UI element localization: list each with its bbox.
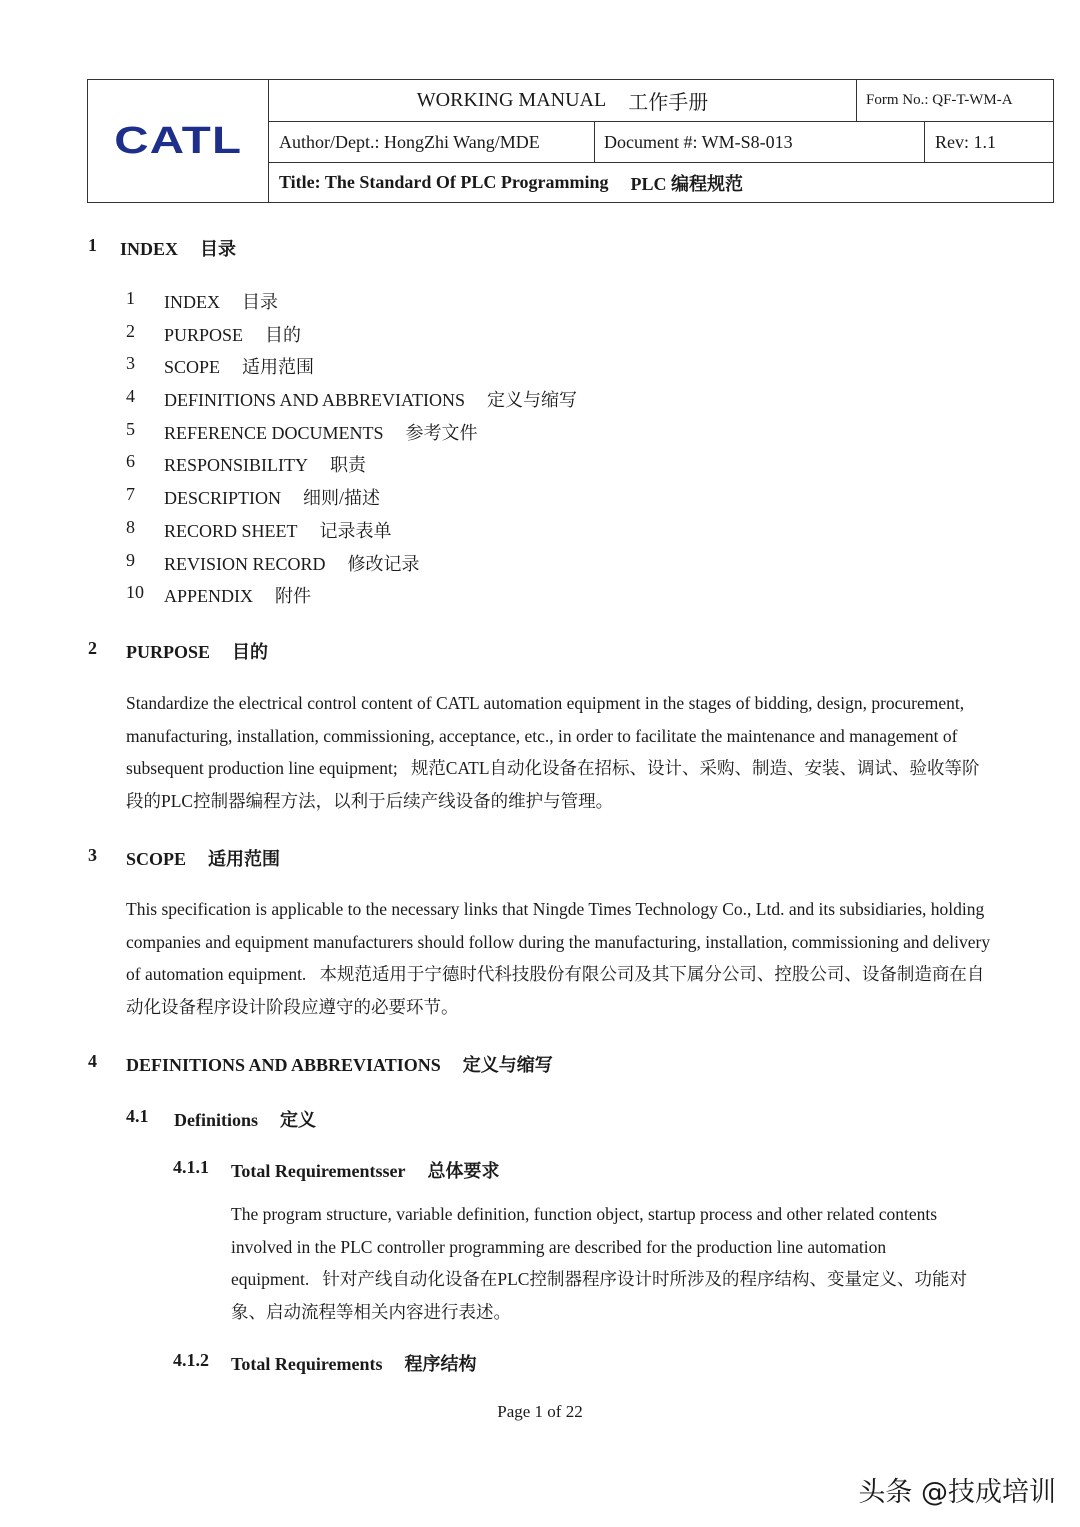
toc-item-number: 5 [126,418,135,439]
toc-item-label-en: REVISION RECORD [164,553,326,574]
toc-item[interactable] [126,353,726,386]
toc-item-label-en: RECORD SHEET [164,520,298,541]
toc-item-label-en: APPENDIX [164,586,254,607]
toc-item-label-en: DESCRIPTION [164,488,282,509]
section-title-cn: 定义与缩写 [462,1055,553,1075]
subsection-title-en: Definitions [174,1110,259,1130]
toc-item-label-cn: 目的 [265,324,302,345]
toc-item-label [164,353,314,379]
toc-item-number: 1 [126,288,135,308]
subsection-title-cn: 定义 [280,1110,317,1130]
section-title-en: DEFINITIONS AND ABBREVIATIONS [126,1055,441,1075]
section-title-en: INDEX [120,239,179,259]
header-row-meta [269,122,1053,163]
toc-item-number: 2 [126,320,135,341]
toc-item-label-cn: 职责 [330,455,367,476]
section-title-cn: 目录 [200,239,237,259]
section-number: 1 [88,235,97,255]
toc-item[interactable] [126,484,726,517]
toc-item-number: 3 [126,353,135,374]
section-title [126,1051,553,1077]
document-number: Document #: WM-S8-013 [595,122,925,162]
toc-item-label [164,419,478,445]
manual-title: WORKING MANUAL [416,89,607,111]
toc-item-label-cn: 记录表单 [319,520,392,541]
toc-item-number: 4 [126,386,135,407]
scope-text-en: This specification is applicable to the necessary links that Ningde Times Technology Co., Ltd. and its subsidiaries, holding companies and equipment manufacturers should follow during the manufacturing, installation, commissioning and delivery of automation equipment. [126,899,991,985]
subsection-title-cn: 总体要求 [427,1161,500,1181]
manual-title-cn: 工作手册 [628,92,709,114]
catl-logo: CATL [113,119,243,162]
subsection-title [231,1350,477,1376]
section-title-cn: 目的 [232,642,269,662]
toc-item-label-en: REFERENCE DOCUMENTS [164,422,384,443]
toc-item-label-cn: 修改记录 [347,553,420,574]
subsection-title [174,1106,316,1132]
section-number: 4 [88,1051,97,1071]
section-title [120,235,236,261]
subsection-number: 4.1.1 [173,1157,209,1177]
section-number: 3 [88,845,97,865]
header-row-title [269,80,1053,122]
purpose-paragraph [126,687,996,818]
section-number: 2 [88,638,97,658]
toc-item-label-cn: 定义与缩写 [487,390,578,411]
subsection-title-en: Total Requirementsser [231,1161,406,1181]
toc-item-label [164,288,278,314]
doc-title-cn: PLC 编程规范 [630,173,744,194]
scope-text-cn: 本规范适用于宁德时代科技股份有限公司及其下属分公司、控股公司、设备制造商在自动化设备程序设计阶段应遵守的必要环节。 [126,964,985,1018]
toc-item-label-en: RESPONSIBILITY [164,455,309,476]
toc-item[interactable] [126,386,726,419]
toc-item-number: 8 [126,516,135,537]
author-dept: Author/Dept.: HongZhi Wang/MDE [269,122,595,162]
toc-item[interactable] [126,451,726,484]
toc-item-label-cn: 细则/描述 [303,488,381,509]
table-of-contents [126,288,726,615]
document-header-table [87,79,1054,203]
logo-cell [88,80,269,202]
toc-item[interactable] [126,517,726,550]
toc-item-label-cn: 附件 [275,586,312,607]
watermark: 头条 @技成培训 [858,1477,1056,1508]
section-title [126,845,280,871]
section-title [126,638,268,664]
subsection-number: 4.1 [126,1106,149,1126]
subsection-title-cn: 程序结构 [404,1354,477,1374]
form-no: Form No.: QF-T-WM-A [866,92,1013,108]
total-requirements-paragraph [231,1198,991,1329]
toc-item[interactable] [126,419,726,452]
toc-item-label [164,386,577,412]
toc-item-label [164,517,392,543]
toc-item-number: 10 [126,582,144,603]
toc-item[interactable] [126,550,726,583]
requirements-text-cn: 针对产线自动化设备在PLC控制器程序设计时所涉及的程序结构、变量定义、功能对象、启动流程等相关内容进行表述。 [231,1269,967,1323]
purpose-text-en: Standardize the electrical control content of CATL automation equipment in the stages of bidding, design, procurement, manufacturing, installation, commissioning, acceptance, etc., in order to facilitate the maintenance and management of subsequent production line equipment; [126,693,965,779]
toc-item-label-cn: 参考文件 [405,422,478,443]
toc-item-label [164,484,380,510]
manual-title-cell [269,80,857,121]
toc-item-number: 9 [126,549,135,570]
toc-item-label [164,451,366,477]
scope-paragraph [126,893,996,1024]
section-title-en: SCOPE [126,849,187,869]
subsection-title [231,1157,500,1183]
header-row-doc-title [269,163,1053,202]
toc-item-label [164,582,311,608]
toc-item-label-cn: 适用范围 [242,357,315,378]
toc-item-number: 7 [126,484,135,505]
toc-item[interactable] [126,288,726,321]
subsection-number: 4.1.2 [173,1350,209,1370]
toc-item-label-en: INDEX [164,292,220,312]
doc-title-cell [269,163,1053,202]
toc-item[interactable] [126,321,726,354]
toc-item-label-en: SCOPE [164,357,221,378]
toc-item-label-cn: 目录 [242,292,278,312]
section-title-en: PURPOSE [126,642,211,662]
toc-item-label [164,321,301,347]
revision: Rev: 1.1 [935,131,996,152]
toc-item[interactable] [126,582,726,615]
subsection-title-en: Total Requirements [231,1354,383,1374]
section-title-cn: 适用范围 [208,849,281,869]
purpose-text-cn: 规范CATL自动化设备在招标、设计、采购、制造、安装、调试、验收等阶段的PLC控制器编程方法，以利于后续产线设备的维护与管理。 [126,758,980,812]
requirements-text-en: The program structure, variable definition, function object, startup process and other related contents involved in the PLC controller programming are described for the production line automation equipment. [231,1204,938,1290]
toc-item-label-en: DEFINITIONS AND ABBREVIATIONS [164,390,466,411]
page-number: Page 1 of 22 [497,1402,583,1421]
toc-item-label-en: PURPOSE [164,324,244,345]
toc-item-label [164,550,420,576]
doc-title: Title: The Standard Of PLC Programming [279,172,609,192]
toc-item-number: 6 [126,451,135,472]
